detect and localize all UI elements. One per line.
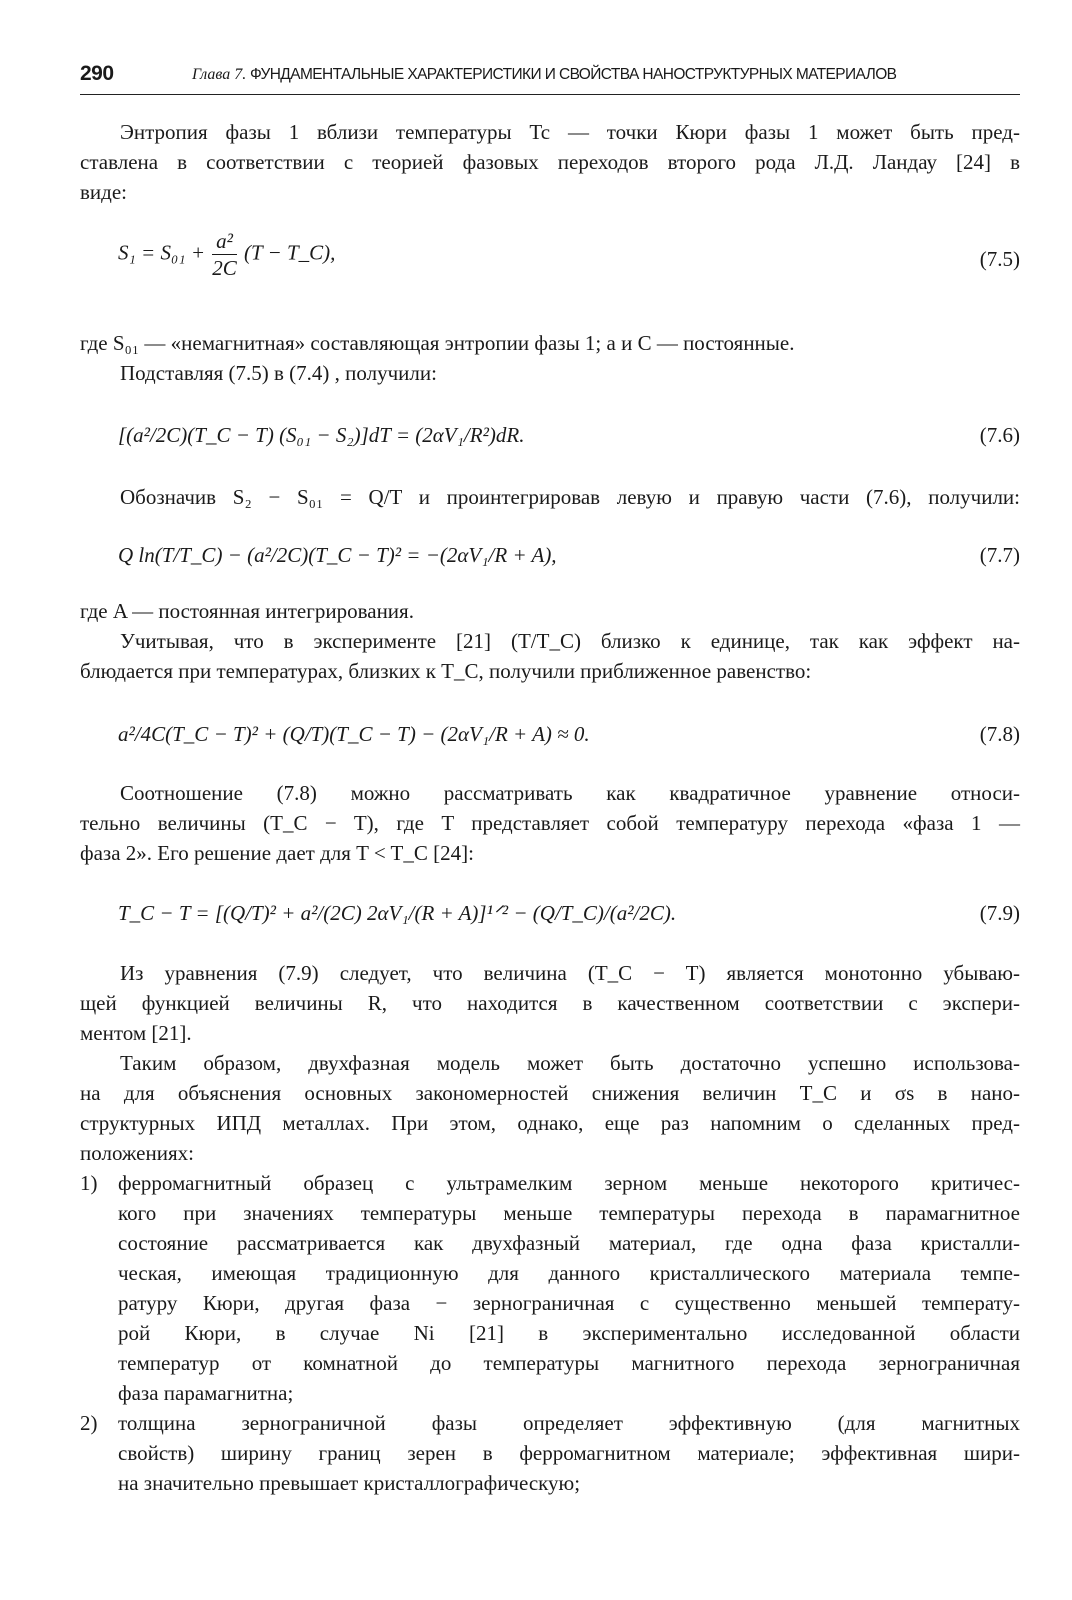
text-line: Обозначив S₂ − S₀₁ = Q/T и проинтегрировав левую и правую части (7.6), получили: bbox=[120, 485, 1020, 509]
paragraph-quadratic bbox=[80, 778, 1020, 868]
running-header bbox=[80, 60, 1020, 92]
equation-number: (7.5) bbox=[979, 247, 1020, 271]
header-rule bbox=[80, 94, 1020, 95]
running-title bbox=[192, 66, 896, 84]
paragraph-constant bbox=[80, 596, 1020, 686]
text-line: Подставляя (7.5) в (7.4) , получили: bbox=[120, 361, 437, 385]
paragraph-entropy-intro bbox=[80, 117, 1020, 207]
page-number: 290 bbox=[80, 62, 114, 85]
list-item bbox=[80, 1408, 1020, 1498]
eq-rhs: (T − T_C), bbox=[244, 240, 336, 265]
text-line: ферромагнитный образец с ультрамелким зерном меньше некоторого критичес- bbox=[118, 1171, 1020, 1195]
fraction bbox=[212, 228, 237, 281]
paragraph-conclusion bbox=[80, 1048, 1020, 1168]
text-line: на для объяснения основных закономерностей снижения величин T_C и σs в нано- bbox=[80, 1081, 1020, 1105]
text-line: ментом [21]. bbox=[80, 1021, 192, 1045]
equation-7-7: Q ln(T/T_C) − (a²/2C)(T_C − T)² = −(2αV₁/R + A), bbox=[118, 543, 557, 567]
text-line: Таким образом, двухфазная модель может быть достаточно успешно использова- bbox=[120, 1051, 1020, 1075]
paragraph-where-s01 bbox=[80, 328, 1020, 388]
text-line: где A — постоянная интегрирования. bbox=[80, 599, 414, 623]
chapter-title: ФУНДАМЕНТАЛЬНЫЕ ХАРАКТЕРИСТИКИ И СВОЙСТВА НАНОСТРУКТУРНЫХ МАТЕРИАЛОВ bbox=[249, 66, 897, 83]
assumptions-list bbox=[80, 1168, 1020, 1498]
text-line: виде: bbox=[80, 180, 127, 204]
text-line: кого при значениях температуры меньше температуры перехода в парамагнитное bbox=[118, 1201, 1020, 1225]
list-marker: 2) bbox=[80, 1411, 98, 1435]
text-line: температур от комнатной до температуры магнитного перехода зернограничная bbox=[118, 1351, 1020, 1375]
text-line: положениях: bbox=[80, 1141, 194, 1165]
text-line: Учитывая, что в эксперименте [21] (T/T_C) близко к единице, так как эффект на- bbox=[120, 629, 1020, 653]
equation-7-5 bbox=[118, 228, 335, 281]
text-line: тельно величины (T_C − T), где T представляет собой температуру перехода «фаза 1 — bbox=[80, 811, 1020, 835]
equation-number: (7.7) bbox=[979, 543, 1020, 567]
paragraph-monotonic bbox=[80, 958, 1020, 1048]
equation-number: (7.8) bbox=[979, 722, 1020, 746]
list-marker: 1) bbox=[80, 1171, 98, 1195]
chapter-label: Глава 7. bbox=[192, 66, 247, 83]
text-line: блюдается при температурах, близких к T_C, получили приближенное равенство: bbox=[80, 659, 812, 683]
fraction-denominator: 2C bbox=[212, 256, 237, 280]
equation-7-9: T_C − T = [(Q/T)² + a²/(2C) 2αV₁/(R + A)]¹ᐟ² − (Q/T_C)/(a²/2C). bbox=[118, 901, 677, 925]
text-line: ческая, имеющая традиционную для данного кристаллического материала темпе- bbox=[118, 1261, 1020, 1285]
text-line: Энтропия фазы 1 вблизи температуры Tc — точки Кюри фазы 1 может быть пред- bbox=[120, 120, 1020, 144]
equation-number: (7.6) bbox=[979, 423, 1020, 447]
text-line: состояние рассматривается как двухфазный материал, где одна фаза кристалли- bbox=[118, 1231, 1020, 1255]
fraction-numerator: a² bbox=[212, 228, 237, 255]
text-line: фаза 2». Его решение дает для T < T_C [24]: bbox=[80, 841, 474, 865]
paragraph-denote bbox=[80, 482, 1020, 512]
list-item bbox=[80, 1168, 1020, 1408]
text-line: на значительно превышает кристаллографическую; bbox=[118, 1471, 581, 1495]
text-line: Соотношение (7.8) можно рассматривать как квадратичное уравнение относи- bbox=[120, 781, 1020, 805]
text-line: рой Кюри, в случае Ni [21] в экспериментально исследованной области bbox=[118, 1321, 1020, 1345]
text-line: свойств) ширину границ зерен в ферромагнитном материале; эффективная шири- bbox=[118, 1441, 1020, 1465]
text-line: ратуру Кюри, другая фаза − зернограничная с существенно меньшей температу- bbox=[118, 1291, 1020, 1315]
text-line: структурных ИПД металлах. При этом, однако, еще раз напомним о сделанных пред- bbox=[80, 1111, 1020, 1135]
eq-lhs: S₁ = S₀₁ + bbox=[118, 240, 205, 265]
text-line: фаза парамагнитна; bbox=[118, 1381, 294, 1405]
equation-7-8: a²/4C(T_C − T)² + (Q/T)(T_C − T) − (2αV₁/R + A) ≈ 0. bbox=[118, 722, 590, 746]
text-line: ставлена в соответствии с теорией фазовых переходов второго рода Л.Д. Ландау [24] в bbox=[80, 150, 1020, 174]
text-line: щей функцией величины R, что находится в качественном соответствии с экспери- bbox=[80, 991, 1020, 1015]
text-line: Из уравнения (7.9) следует, что величина (T_C − T) является монотонно убываю- bbox=[120, 961, 1020, 985]
equation-number: (7.9) bbox=[979, 901, 1020, 925]
equation-7-6: [(a²/2C)(T_C − T) (S₀₁ − S₂)]dT = (2αV₁/R²)dR. bbox=[118, 423, 525, 447]
text-line: где S₀₁ — «немагнитная» составляющая энтропии фазы 1; a и C — постоянные. bbox=[80, 331, 795, 355]
text-line: толщина зернограничной фазы определяет эффективную (для магнитных bbox=[118, 1411, 1020, 1435]
